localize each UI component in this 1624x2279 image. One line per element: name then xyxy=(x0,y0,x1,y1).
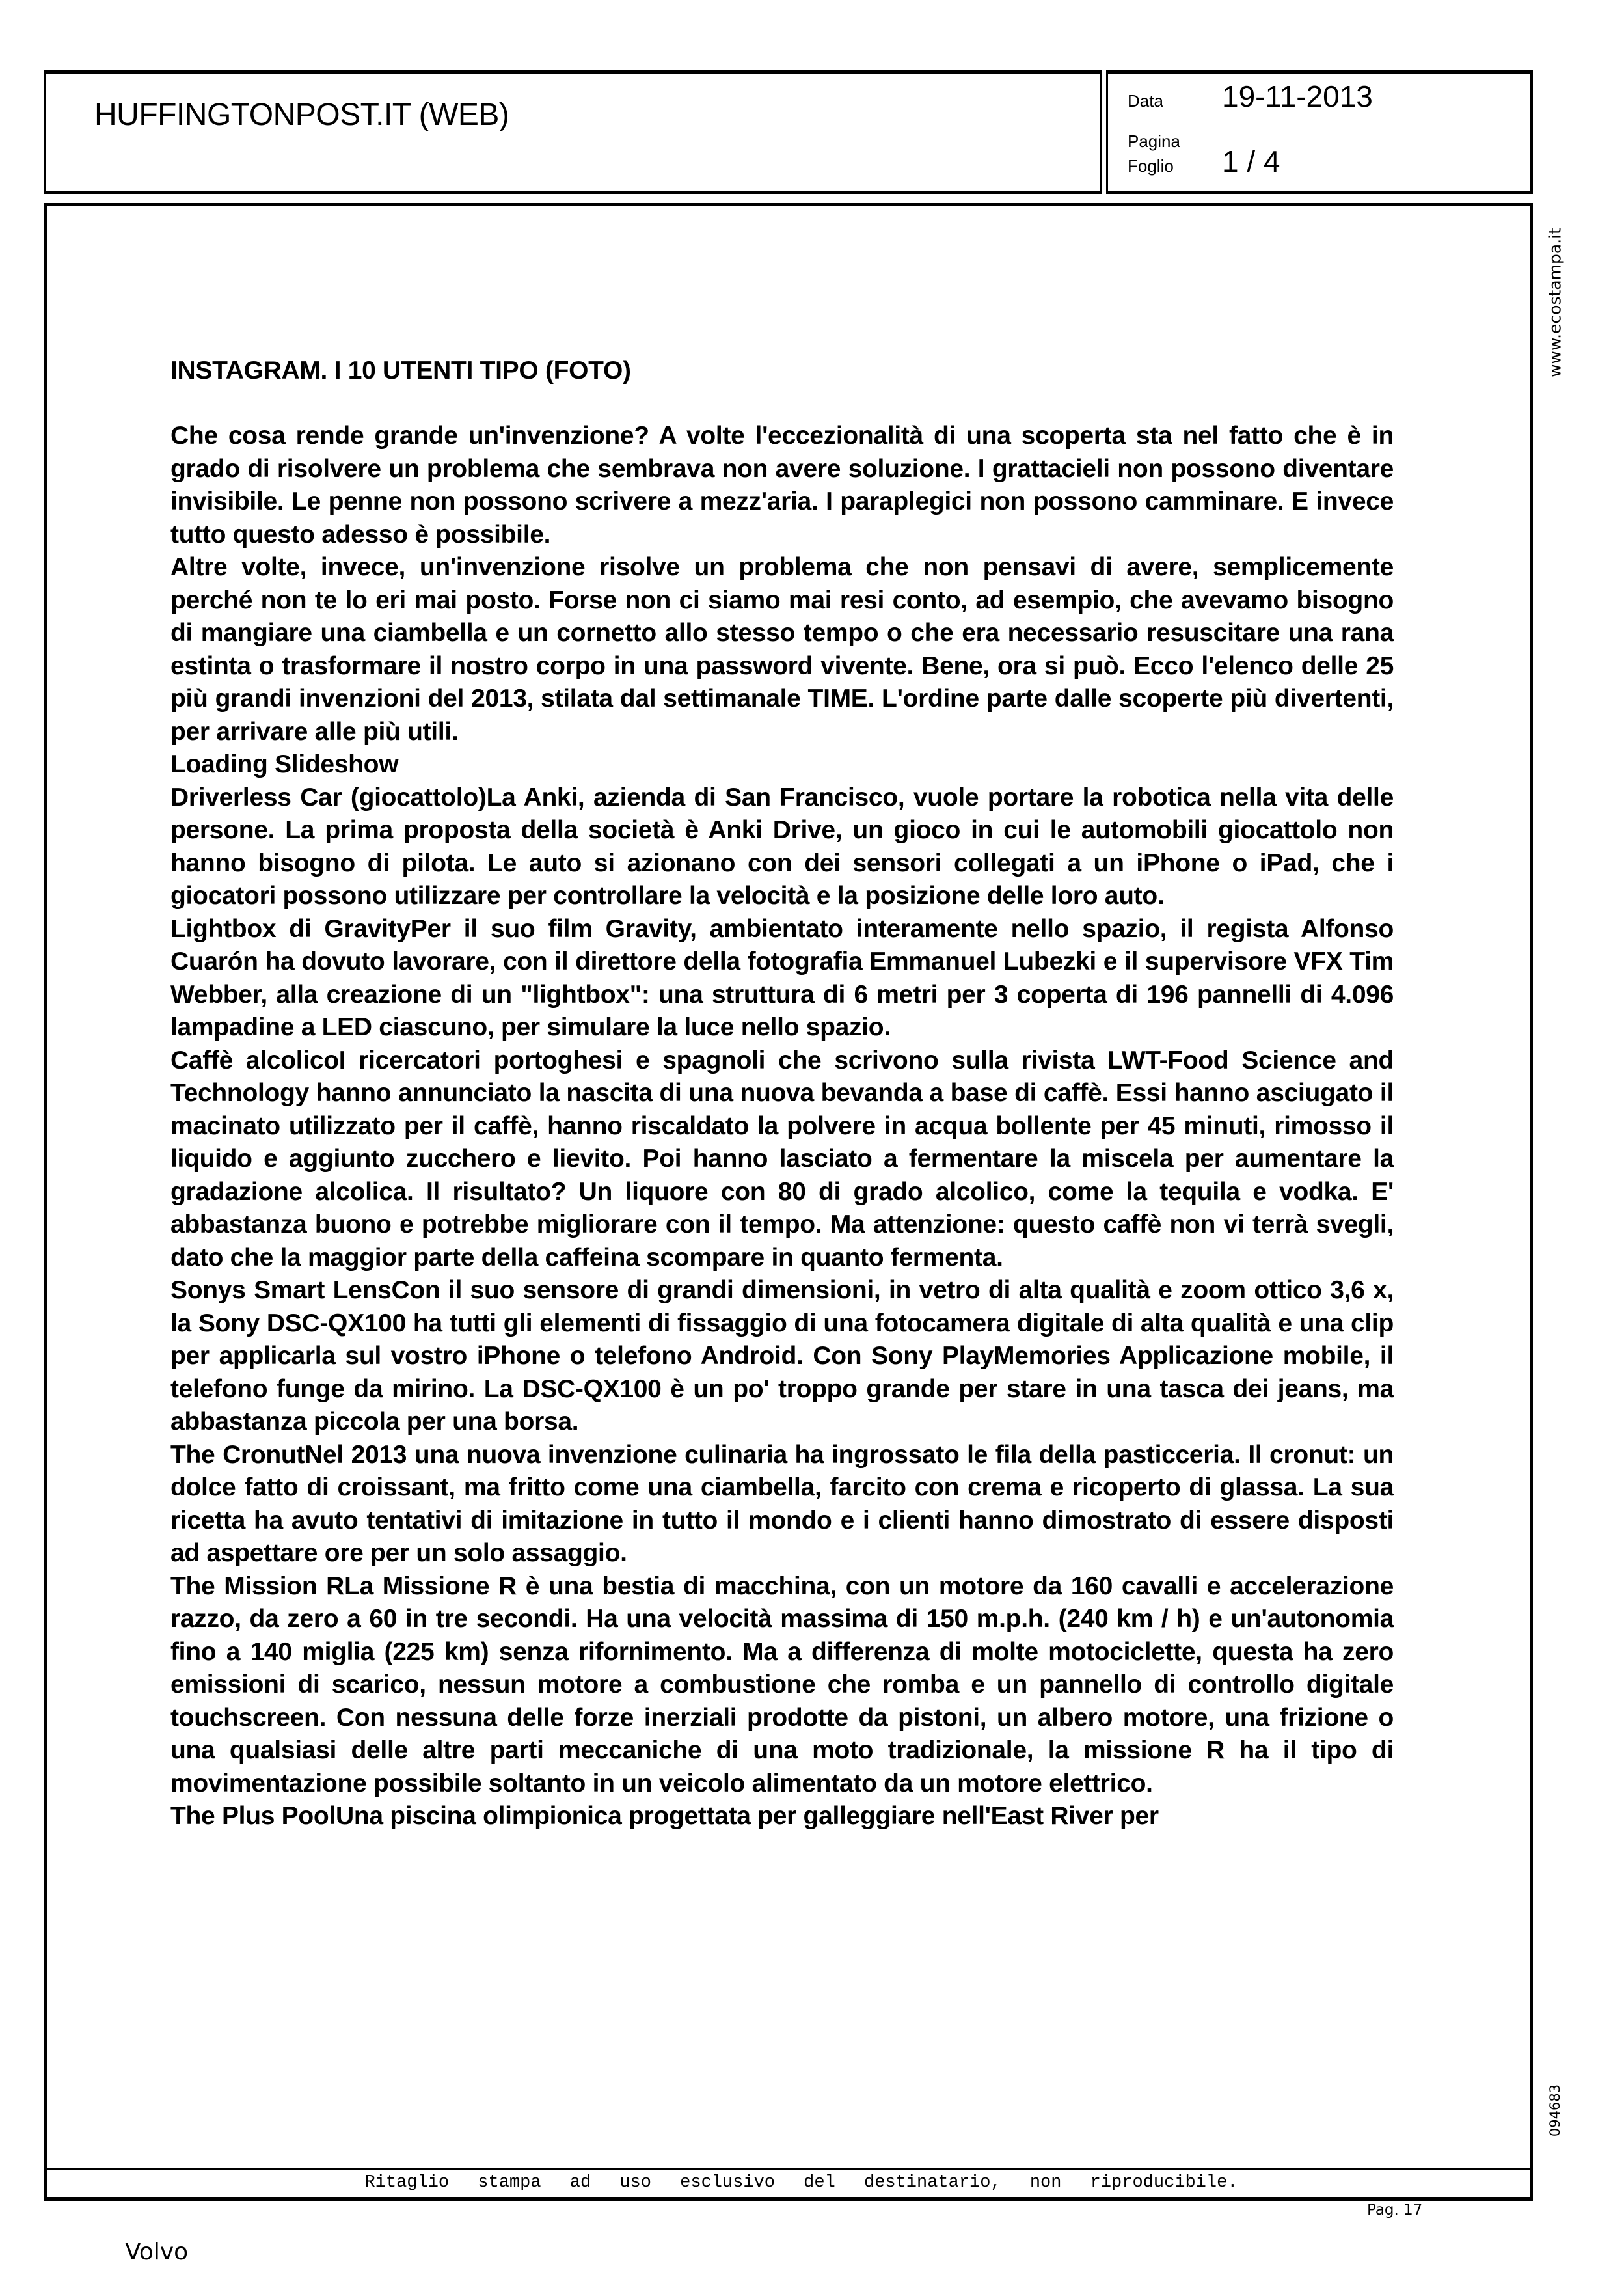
sheet-value: 1 / 4 xyxy=(1222,144,1280,178)
slideshow-placeholder: Loading Slideshow xyxy=(170,750,399,778)
clipping-meta-box xyxy=(1106,70,1533,194)
date-label: Data xyxy=(1128,91,1163,111)
disclaimer-text: Ritaglio stampa ad uso esclusivo del destinatario, non riproducibile. xyxy=(364,2173,1238,2192)
paragraph-sony-lens: Sonys Smart LensCon il suo sensore di grandi dimensioni, in vetro di alta qualità e zoom ottico 3,6 x, la Sony DSC-QX100 ha tutti gli elementi di fissaggio di una fotocamera digitale di alta qualità e una clip per applicarla sul vostro iPhone o telefono Android. Con Sony PlayMemories Applicazione mobile, il telefono funge da mirino. La DSC-QX100 è un po' troppo grande per stare in una tasca dei jeans, ma abbastanza piccola per una borsa. xyxy=(170,1276,1394,1436)
article-body xyxy=(170,420,1394,1833)
clipping-code: 094683 xyxy=(1547,2084,1563,2136)
ecostampa-watermark xyxy=(1536,225,1575,381)
source-name: HUFFINGTONPOST.IT (WEB) xyxy=(94,98,509,132)
footer-divider xyxy=(47,2168,1530,2170)
clipping-code-label xyxy=(1536,2079,1575,2141)
client-name: Volvo xyxy=(125,2239,189,2265)
paragraph-caffe-alcolico: Caffè alcolicoI ricercatori portoghesi e spagnoli che scrivono sulla rivista LWT-Food Science and Technology hanno annunciato la nascita di una nuova bevanda a base di caffè. Essi hanno asciugato il macinato utilizzato per il caffè, hanno riscaldato la polvere in acqua bollente per 45 minuti, rimosso il liquido e aggiunto zucchero e lievito. Poi hanno lasciato a fermentare la miscela per aumentare la gradazione alcolica. Il risultato? Un liquore con 80 di grado alcolico, come la tequila e vodka. E' abbastanza buono e potrebbe migliorare con il tempo. Ma attenzione: questo caffè non vi terrà svegli, dato che la maggior parte della caffeina scompare in quanto fermenta. xyxy=(170,1046,1394,1272)
article-title: INSTAGRAM. I 10 UTENTI TIPO (FOTO) xyxy=(170,357,631,385)
page-label: Pagina xyxy=(1128,131,1180,151)
paragraph-mission-r: The Mission RLa Missione R è una bestia di macchina, con un motore da 160 cavalli e accelerazione razzo, da zero a 60 in tre secondi. Ha una velocità massima di 150 m.p.h. (240 km / h) e un'autonomia fino a 140 miglia (225 km) senza rifornimento. Ma a differenza di molte motociclette, questa ha zero emissioni di scarico, nessun motore a combustione che romba e un pannello di controllo digitale touchscreen. Con nessuna delle forze inerziali prodotte da pistoni, un albero motore, una frizione o una qualsiasi delle altre parti meccaniche di una moto tradizionale, la missione R ha il tipo di movimentazione possibile soltanto in un veicolo alimentato da un motore elettrico. xyxy=(170,1572,1394,1797)
paragraph-intro: Che cosa rende grande un'invenzione? A volte l'eccezionalità di una scoperta sta nel fatto che è in grado di risolvere un problema che sembrava non avere soluzione. I grattacieli non possono diventare invisibile. Le penne non possono scrivere a mezz'aria. I paraplegici non possono camminare. E invece tutto questo adesso è possibile. xyxy=(170,422,1394,549)
paragraph-lightbox: Lightbox di GravityPer il suo film Gravity, ambientato interamente nello spazio, il regista Alfonso Cuarón ha dovuto lavorare, con il direttore della fotografia Emmanuel Lubezki e il supervisore VFX Tim Webber, alla creazione di un "lightbox": una struttura di 6 metri per 3 coperta di 196 pannelli di 4.096 lampadine a LED ciascuno, per simulare la luce nello spazio. xyxy=(170,914,1394,1041)
date-value: 19-11-2013 xyxy=(1222,79,1373,113)
paragraph-cronut: The CronutNel 2013 una nuova invenzione culinaria ha ingrossato le fila della pasticceria. Il cronut: un dolce fatto di croissant, ma fritto come una ciambella, farcito con crema e ricoperto di glassa. La sua ricetta ha avuto tentativi di imitazione in tutto il mondo e i clienti hanno dimostrato di essere disposti ad aspettare ore per un solo assaggio. xyxy=(170,1440,1394,1567)
sheet-label: Foglio xyxy=(1128,156,1174,176)
ecostampa-url: www.ecostampa.it xyxy=(1545,228,1565,377)
page-number: Pag. 17 xyxy=(1367,2202,1423,2218)
paragraph-plus-pool: The Plus PoolUna piscina olimpionica progettata per galleggiare nell'East River per xyxy=(170,1802,1159,1830)
meta-row-date xyxy=(1128,79,1373,114)
paragraph-driverless-car: Driverless Car (giocattolo)La Anki, azienda di San Francisco, vuole portare la robotica nella vita delle persone. La prima proposta della società è Anki Drive, un gioco in cui le automobili giocattolo non hanno bisogno di pilota. Le auto si azionano con dei sensori collegati a un iPhone o iPad, che i giocatori possono utilizzare per controllare la velocità e la posizione delle loro auto. xyxy=(170,783,1394,910)
paragraph-intro-2: Altre volte, invece, un'invenzione risolve un problema che non pensavi di avere, semplicemente perché non te lo eri mai posto. Forse non ci siamo mai resi conto, ad esempio, che avevamo bisogno di mangiare una ciambella e un cornetto allo stesso tempo o che era necessario resuscitare una rana estinta o trasformare il nostro corpo in una password vivente. Bene, ora si può. Ecco l'elenco delle 25 più grandi invenzioni del 2013, stilata dal settimanale TIME. L'ordine parte dalle scoperte più divertenti, per arrivare alle più utili. xyxy=(170,553,1394,746)
article xyxy=(170,355,1394,1833)
meta-row-sheet xyxy=(1128,144,1280,179)
source-header-box xyxy=(44,70,1102,194)
